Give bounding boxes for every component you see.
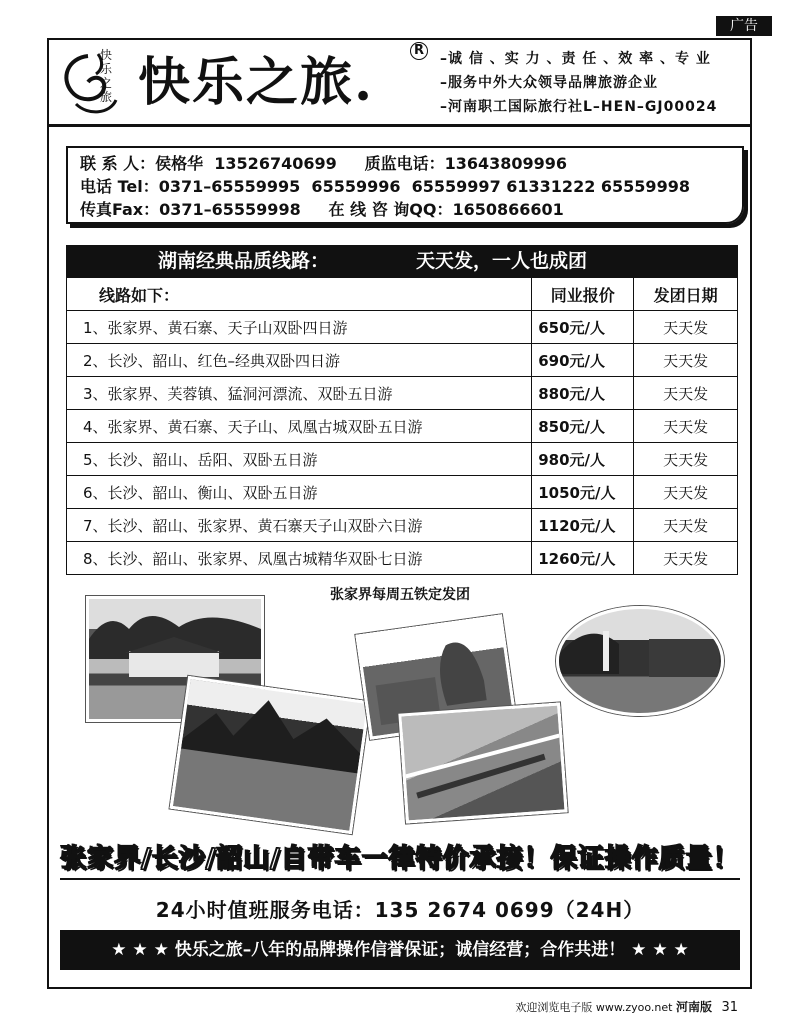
- route-name: 1、张家界、黄石寨、天子山双卧四日游: [67, 311, 532, 344]
- registered-mark: R: [410, 42, 428, 60]
- footer-welcome: 欢迎浏览电子版 www.zyoo.net: [515, 1001, 673, 1014]
- route-price: 1120元/人: [532, 509, 634, 542]
- route-price: 980元/人: [532, 443, 634, 476]
- route-date: 天天发: [634, 311, 738, 344]
- column-header: 线路如下：: [67, 278, 532, 311]
- slogan-line: –诚 信 、实 力 、责 任 、效 率 、专 业: [440, 51, 711, 67]
- special-offer-headline: 张家界/长沙/韶山/自带车一律特价承接！保证操作质量！: [60, 844, 740, 874]
- route-date: 天天发: [634, 476, 738, 509]
- swirl-logo-icon: [58, 48, 130, 118]
- special-rule: [60, 878, 740, 880]
- route-price: 1260元/人: [532, 542, 634, 575]
- route-date: 天天发: [634, 509, 738, 542]
- table-row: [67, 509, 738, 542]
- contact-row: [80, 175, 730, 198]
- brand-name: 快乐之旅.: [138, 52, 375, 113]
- table-row: [67, 344, 738, 377]
- page-footer: [515, 998, 738, 1015]
- route-price: 1050元/人: [532, 476, 634, 509]
- route-name: 2、长沙、韶山、红色–经典双卧四日游: [67, 344, 532, 377]
- route-name: 5、长沙、韶山、岳阳、双卧五日游: [67, 443, 532, 476]
- footer-edition: 河南版: [675, 1000, 712, 1014]
- route-name: 6、长沙、韶山、衡山、双卧五日游: [67, 476, 532, 509]
- page-number: 31: [721, 1000, 738, 1015]
- hotline: 24小时值班服务电话：135 2674 0699（24H）: [155, 898, 645, 922]
- contact-phone: 电话 Tel：0371–65559995 65559996 65559997 61331222 65559998: [80, 177, 690, 196]
- photo-fenghuang-town: [556, 606, 724, 716]
- contact-box: [66, 146, 744, 224]
- column-header: 同业报价: [532, 278, 634, 311]
- slogan-line: –服务中外大众领导品牌旅游企业: [440, 75, 658, 91]
- contact-person: 联 系 人：侯格华 13526740699 质监电话：13643809996: [80, 154, 568, 173]
- route-price: 650元/人: [532, 311, 634, 344]
- photo-river-town: [398, 702, 567, 823]
- routes-title: 湖南经典品质线路：: [158, 250, 330, 272]
- header-rule: [49, 124, 750, 127]
- table-row: [67, 443, 738, 476]
- route-price: 850元/人: [532, 410, 634, 443]
- route-date: 天天发: [634, 410, 738, 443]
- contact-row: [80, 198, 730, 221]
- route-price: 880元/人: [532, 377, 634, 410]
- contact-fax-qq: 传真Fax：0371–65559998 在 线 咨 询QQ：1650866601: [80, 200, 564, 219]
- slogans: [440, 47, 717, 119]
- slogan-line: –河南职工国际旅行社L–HEN–GJ00024: [440, 99, 718, 115]
- route-name: 7、长沙、韶山、张家界、黄石寨天子山双卧六日游: [67, 509, 532, 542]
- table-row: [67, 311, 738, 344]
- route-date: 天天发: [634, 377, 738, 410]
- route-date: 天天发: [634, 443, 738, 476]
- column-header: 发团日期: [634, 278, 738, 311]
- table-row: [67, 476, 738, 509]
- slogan-banner: ★ ★ ★ 快乐之旅–八年的品牌操作信誉保证；诚信经营；合作共进！ ★ ★ ★: [60, 930, 740, 970]
- route-price: 690元/人: [532, 344, 634, 377]
- table-row: [67, 377, 738, 410]
- photo-river-gorge: [170, 676, 371, 834]
- route-name: 8、长沙、韶山、张家界、凤凰古城精华双卧七日游: [67, 542, 532, 575]
- weekly-note: 张家界每周五铁定发团: [330, 587, 470, 603]
- routes-title-bar: [66, 245, 738, 277]
- logo-vertical-text: 快乐之旅: [100, 48, 113, 104]
- routes-table: [66, 277, 738, 575]
- table-row: [67, 542, 738, 575]
- route-name: 4、张家界、黄石寨、天子山、凤凰古城双卧五日游: [67, 410, 532, 443]
- routes-subtitle: 天天发，一人也成团: [416, 250, 588, 272]
- contact-row: [80, 152, 730, 175]
- route-date: 天天发: [634, 344, 738, 377]
- route-date: 天天发: [634, 542, 738, 575]
- ad-tag: 广告: [716, 16, 772, 36]
- route-name: 3、张家界、芙蓉镇、猛洞河漂流、双卧五日游: [67, 377, 532, 410]
- table-header-row: [67, 278, 738, 311]
- table-row: [67, 410, 738, 443]
